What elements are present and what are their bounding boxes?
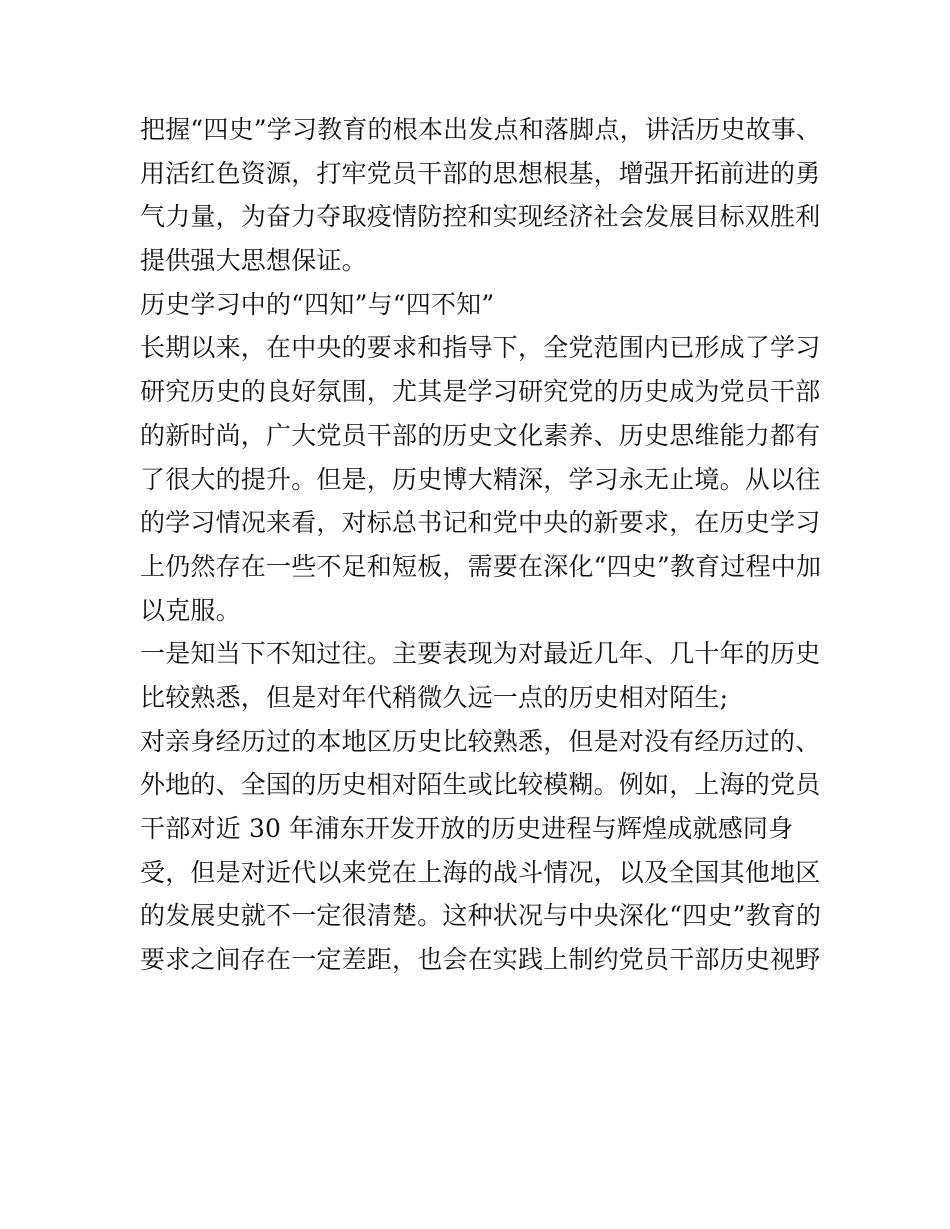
text-line: 提供强大思想保证。: [140, 246, 367, 276]
text-line: 气力量，为奋力夺取疫情防控和实现经济社会发展目标双胜利: [140, 202, 821, 232]
text-line: 把握“四史”学习教育的根本出发点和落脚点，讲活历史故事、: [140, 115, 822, 144]
text-line: 研究历史的良好氛围，尤其是学习研究党的历史成为党员干部: [140, 377, 821, 407]
text-line: 要求之间存在一定差距，也会在实践上制约党员干部历史视野: [140, 945, 821, 975]
document-body: [140, 108, 820, 982]
text-line: 外地的、全国的历史相对陌生或比较模糊。例如，上海的党员: [140, 770, 821, 800]
text-line: 一是知当下不知过往。主要表现为对最近几年、几十年的历史: [140, 639, 821, 669]
text-line: 对亲身经历过的本地区历史比较熟悉，但是对没有经历过的、: [140, 726, 821, 756]
text-line: 干部对近 30 年浦东开发开放的历史进程与辉煌成就感同身: [140, 814, 794, 843]
text-line: 以克服。: [140, 595, 241, 625]
text-line: 的发展史就不一定很清楚。这种状况与中央深化“四史”教育的: [140, 901, 822, 931]
text-line: 上仍然存在一些不足和短板，需要在深化“四史”教育过程中加: [140, 551, 822, 581]
text-line: 长期以来，在中央的要求和指导下，全党范围内已形成了学习: [140, 333, 821, 363]
text-line: 用活红色资源，打牢党员干部的思想根基，增强开拓前进的勇: [140, 158, 821, 188]
text-line: 的新时尚，广大党员干部的历史文化素养、历史思维能力都有: [140, 420, 821, 450]
text-line: 受，但是对近代以来党在上海的战斗情况，以及全国其他地区: [140, 857, 821, 887]
text-line: 的学习情况来看，对标总书记和党中央的新要求，在历史学习: [140, 508, 821, 538]
section-heading: 历史学习中的“四知”与“四不知”: [140, 289, 495, 319]
text-line: 了很大的提升。但是，历史博大精深，学习永无止境。从以往: [140, 464, 821, 494]
text-line: 比较熟悉，但是对年代稍微久远一点的历史相对陌生;: [140, 682, 729, 712]
